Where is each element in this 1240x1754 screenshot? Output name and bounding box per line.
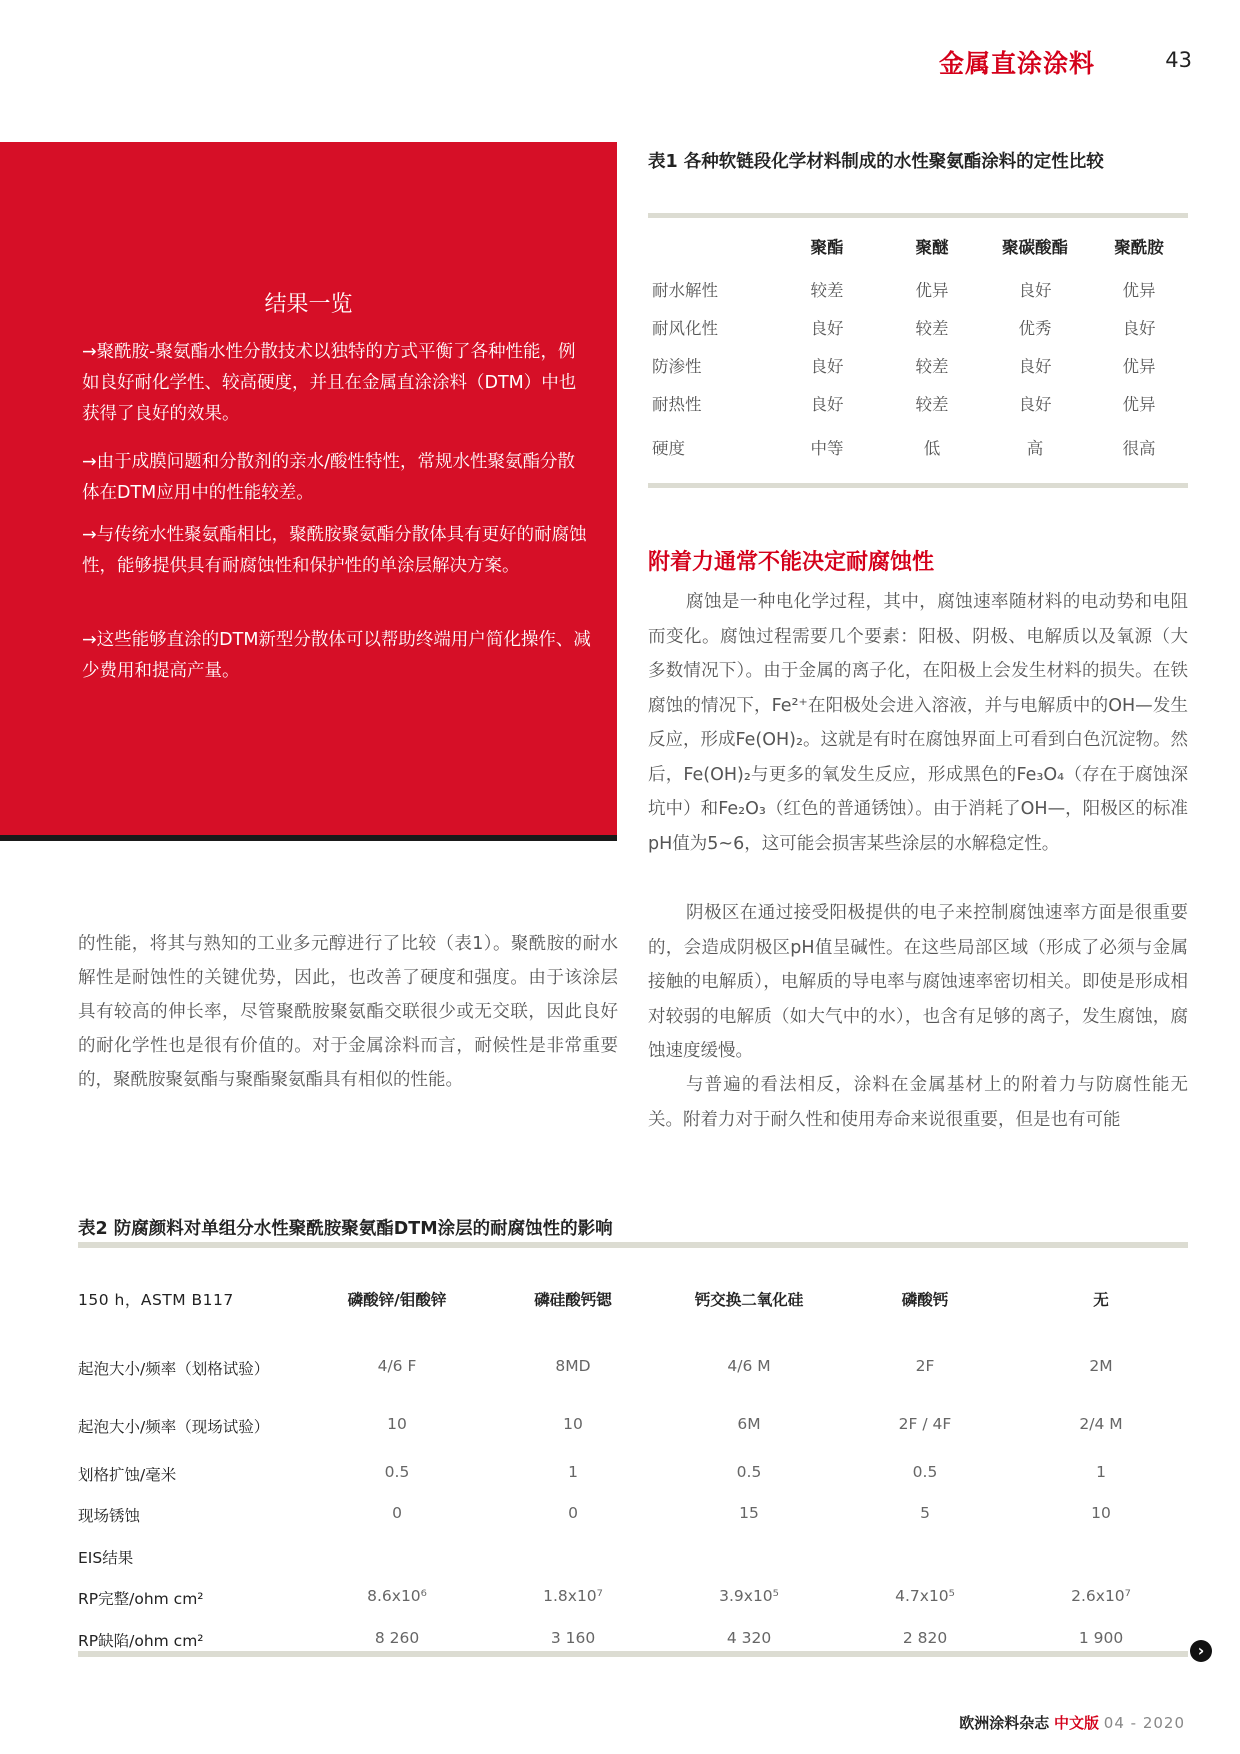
table1-cell: 优异: [1122, 281, 1156, 300]
table2-row-label: RP完整/ohm cm²: [78, 1590, 204, 1608]
section-heading: 附着力通常不能决定耐腐蚀性: [648, 550, 935, 575]
table2-cell: 10: [563, 1415, 583, 1433]
table2-row-label: 划格扩蚀/毫米: [78, 1466, 177, 1484]
table2-col-header: 钙交换二氧化硅: [694, 1291, 804, 1309]
body-paragraph: 阴极区在通过接受阳极提供的电子来控制腐蚀速率方面是很重要的，会造成阴极区pH值呈碱性。在这些局部区域（形成了必须与金属接触的电解质），电解质的导电率与腐蚀速率密切相关。即使是形成相对较弱的电解质（如大气中的水），也含有足够的离子，发生腐蚀，腐蚀速度缓慢。: [648, 903, 1188, 1061]
table1-col-header: 聚碳酸酯: [1002, 238, 1068, 257]
table2-cell: 3 160: [550, 1629, 596, 1647]
table2-col-header: 磷硅酸钙锶: [534, 1291, 612, 1309]
table2-row-label: 起泡大小/频率（划格试验）: [78, 1360, 270, 1378]
summary-item: →由于成膜问题和分散剂的亲水/酸性特性，常规水性聚氨酯分散体在DTM应用中的性能较差。: [82, 452, 576, 503]
table2-cell: 0.5: [736, 1463, 762, 1481]
table2-cell: 0: [392, 1504, 402, 1522]
table1-cell: 良好: [1018, 357, 1052, 376]
table2-cell: 0.5: [384, 1463, 410, 1481]
table2-top-rule: [78, 1242, 1188, 1248]
table1-cell: 优异: [1122, 395, 1156, 414]
table2-cell: 2F: [915, 1357, 935, 1375]
summary-title: 结果一览: [264, 292, 353, 317]
table1-row-label: 硬度: [652, 439, 685, 458]
table1-cell: 优异: [1122, 357, 1156, 376]
table1-col-header: 聚醚: [915, 238, 949, 257]
table2-cell: 2M: [1089, 1357, 1113, 1375]
table2-cell: 0.5: [912, 1463, 938, 1481]
table2-cell: 8MD: [555, 1357, 591, 1375]
table1-cell: 较差: [915, 319, 949, 338]
footer-magazine: 欧洲涂料杂志: [959, 1714, 1050, 1732]
table1-cell: 低: [923, 439, 941, 458]
table1-cell: 高: [1026, 439, 1044, 458]
table1-cell: 良好: [810, 319, 844, 338]
table1-cell: 较差: [915, 357, 949, 376]
table1-row-label: 耐风化性: [652, 319, 718, 338]
table2-col-header: 磷酸锌/钼酸锌: [347, 1291, 447, 1309]
table2-cell: 10: [387, 1415, 407, 1433]
table2-cell: 4/6 M: [727, 1357, 771, 1375]
summary-box: [0, 142, 617, 841]
table2-cell: 5: [920, 1504, 930, 1522]
body-paragraph: 与普遍的看法相反，涂料在金属基材上的附着力与防腐性能无关。附着力对于耐久性和使用寿命来说很重要，但是也有可能: [648, 1075, 1188, 1130]
table1-cell: 中等: [810, 439, 844, 458]
table1-col-header: 聚酰胺: [1114, 238, 1164, 257]
table2-bottom-rule: [78, 1651, 1188, 1657]
table1-cell: 良好: [810, 395, 844, 414]
table1-top-rule: [648, 213, 1188, 218]
table1-row-label: 防渗性: [652, 357, 702, 376]
footer: [959, 1712, 1185, 1733]
table2-row-label: 起泡大小/频率（现场试验）: [78, 1418, 270, 1436]
footer-edition: 中文版: [1053, 1714, 1099, 1732]
table1-row-label: 耐热性: [652, 395, 702, 414]
table2-cell: 6M: [737, 1415, 761, 1433]
table2-caption: 表2 防腐颜料对单组分水性聚酰胺聚氨酯DTM涂层的耐腐蚀性的影响: [78, 1219, 613, 1239]
table1-cell: 良好: [810, 357, 844, 376]
page-number: 43: [1165, 48, 1192, 72]
footer-issue: 04 - 2020: [1103, 1714, 1185, 1732]
table2-cell: 4.7x10⁵: [895, 1587, 955, 1605]
table2-row-label: RP缺陷/ohm cm²: [78, 1632, 204, 1650]
table2-cell: 10: [1091, 1504, 1111, 1522]
table2-cell: 4/6 F: [377, 1357, 417, 1375]
table2-cell: 3.9x10⁵: [719, 1587, 779, 1605]
body-paragraph: 腐蚀是一种电化学过程，其中，腐蚀速率随材料的电动势和电阻而变化。腐蚀过程需要几个要素：阳极、阴极、电解质以及氧源（大多数情况下）。由于金属的离子化，在阳极上会发生材料的损失。在铁腐蚀的情况下，Fe²⁺在阳极处会进入溶液，并与电解质中的OH—发生反应，形成Fe(OH)₂。这就是有时在腐蚀界面上可看到白色沉淀物。然后，Fe(OH)₂与更多的氧发生反应，形成黑色的Fe₃O₄（存在于腐蚀深坑中）和Fe₂O₃（红色的普通锈蚀）。由于消耗了OH—，阳极区的标准pH值为5~6，这可能会损害某些涂层的水解稳定性。: [648, 592, 1188, 854]
table2-row-label: EIS结果: [78, 1549, 134, 1567]
table2-cell: 8.6x10⁶: [367, 1587, 427, 1605]
left-body-text: 的性能，将其与熟知的工业多元醇进行了比较（表1）。聚酰胺的耐水解性是耐蚀性的关键优势，因此，也改善了硬度和强度。由于该涂层具有较高的伸长率，尽管聚酰胺聚氨酯交联很少或无交联，因此良好的耐化学性也是很有价值的。对于金属涂料而言，耐候性是非常重要的，聚酰胺聚氨酯与聚酯聚氨酯具有相似的性能。: [78, 934, 618, 1090]
table1-cell: 良好: [1122, 319, 1156, 338]
table2-cell: 0: [568, 1504, 578, 1522]
table2-col-header: 无: [1093, 1291, 1109, 1309]
table2-header-label: 150 h，ASTM B117: [78, 1291, 234, 1309]
table1-cell: 较差: [915, 395, 949, 414]
section-title: 金属直涂涂料: [938, 49, 1095, 78]
table1-col-header: 聚酯: [810, 238, 844, 257]
table1-row-label: 耐水解性: [652, 281, 718, 300]
table1-bottom-rule: [648, 483, 1188, 488]
table2-cell: 15: [739, 1504, 759, 1522]
summary-item: →与传统水性聚氨酯相比，聚酰胺聚氨酯分散体具有更好的耐腐蚀性，能够提供具有耐腐蚀性和保护性的单涂层解决方案。: [82, 525, 587, 576]
table2-cell: 2F / 4F: [898, 1415, 952, 1433]
table1-caption: 表1 各种软链段化学材料制成的水性聚氨酯涂料的定性比较: [648, 152, 1104, 172]
table1-cell: 良好: [1018, 281, 1052, 300]
table2-cell: 8 260: [374, 1629, 420, 1647]
table2-cell: 2.6x10⁷: [1071, 1587, 1131, 1605]
chevron-right-circle-icon[interactable]: ›: [1190, 1640, 1212, 1662]
table2-cell: 1.8x10⁷: [543, 1587, 603, 1605]
table1-cell: 良好: [1018, 395, 1052, 414]
table1-cell: 优异: [915, 281, 949, 300]
table2-cell: 1: [1096, 1463, 1106, 1481]
table2-col-header: 磷酸钙: [901, 1291, 949, 1309]
table2-cell: 4 320: [726, 1629, 772, 1647]
table1-cell: 很高: [1122, 439, 1156, 458]
summary-item: →聚酰胺-聚氨酯水性分散技术以独特的方式平衡了各种性能，例如良好耐化学性、较高硬度，并且在金属直涂涂料（DTM）中也获得了良好的效果。: [82, 342, 577, 424]
table2-cell: 2 820: [902, 1629, 948, 1647]
table2-cell: 1: [568, 1463, 578, 1481]
summary-item: →这些能够直涂的DTM新型分散体可以帮助终端用户简化操作、减少费用和提高产量。: [82, 630, 591, 681]
table1-cell: 较差: [810, 281, 844, 300]
table2-row-label: 现场锈蚀: [78, 1507, 141, 1525]
table2-cell: 1 900: [1078, 1629, 1124, 1647]
table1-cell: 优秀: [1018, 319, 1052, 338]
table2-cell: 2/4 M: [1079, 1415, 1123, 1433]
